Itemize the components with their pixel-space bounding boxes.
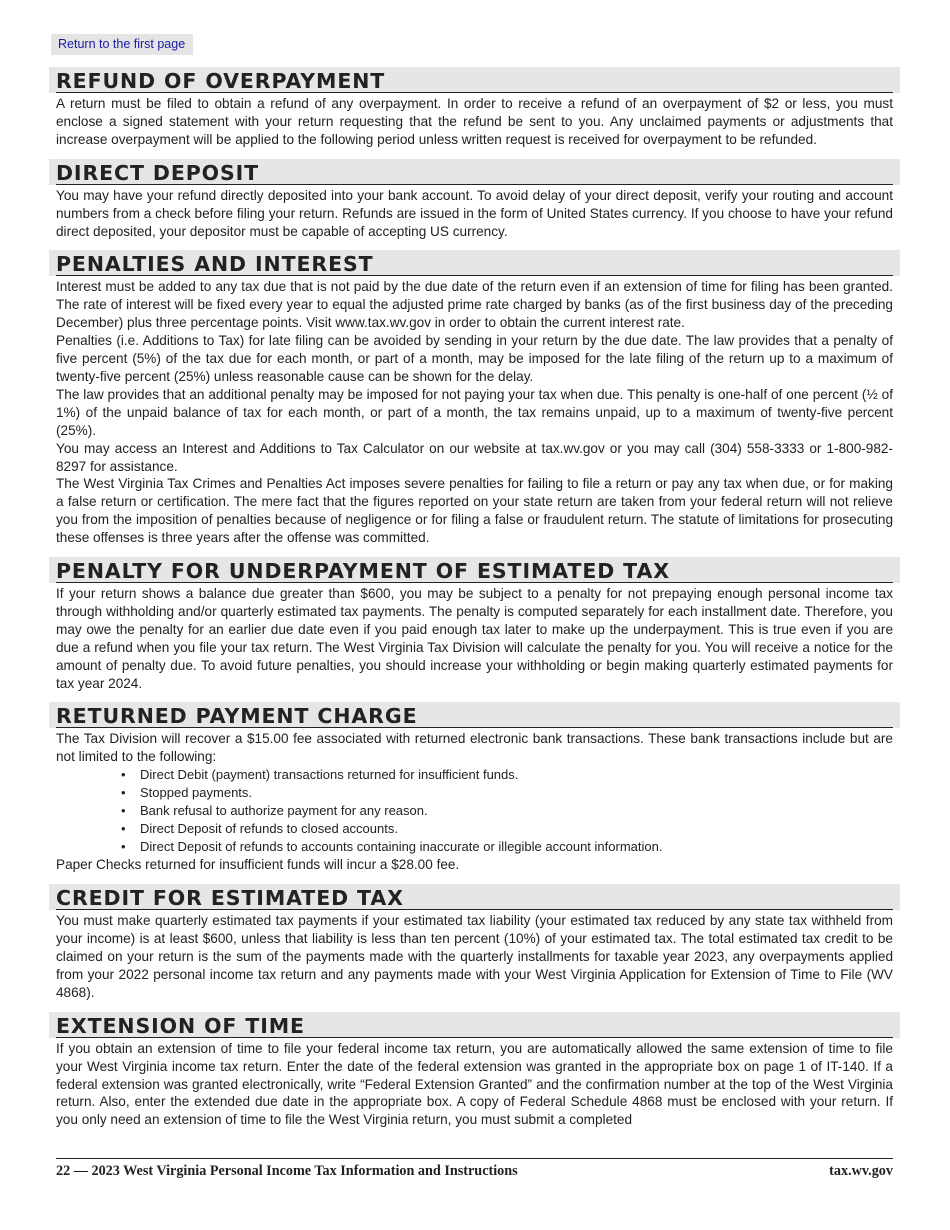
list-item (121, 802, 893, 820)
section-heading: RETURNED PAYMENT CHARGE (56, 705, 893, 728)
section-heading: DIRECT DEPOSIT (56, 162, 893, 185)
page-footer (56, 1158, 893, 1180)
list-item-text: Direct Debit (payment) transactions returned for insufficient funds. (140, 767, 519, 783)
section-heading: PENALTY FOR UNDERPAYMENT OF ESTIMATED TAX (56, 560, 893, 583)
list-item-text: Stopped payments. (140, 785, 253, 801)
section-credit-for-estimated-tax (49, 884, 900, 1002)
list-item-text: Direct Deposit of refunds to accounts containing inaccurate or illegible account information. (140, 839, 663, 855)
section-heading-bar (49, 1012, 900, 1038)
footer-page-title: 22 — 2023 West Virginia Personal Income Tax Information and Instructions (56, 1163, 518, 1179)
section-heading: CREDIT FOR ESTIMATED TAX (56, 887, 893, 910)
list-item (121, 820, 893, 838)
bullet-list (56, 766, 893, 856)
footer-website: tax.wv.gov (829, 1163, 893, 1179)
section-returned-payment-charge (49, 702, 900, 874)
section-penalty-underpayment-estimated-tax (49, 557, 900, 692)
paragraph: If you obtain an extension of time to file your federal income tax return, you are automatically allowed the same extension of time to file your West Virginia income tax return. Enter the date of the federal extension was granted in the appropriate box on page 1 of IT-140. If a federal extension was granted electronically, write “Federal Extension Granted” and the confirmation number at the top of the West Virginia return. Also, enter the extended due date in the appropriate box. A copy of Federal Schedule 4868 must be enclosed with your return. If you only need an extension of time to file the West Virginia return, you must submit a completed (56, 1040, 893, 1128)
section-heading-bar (49, 67, 900, 93)
section-extension-of-time (49, 1012, 900, 1130)
section-heading: EXTENSION OF TIME (56, 1015, 893, 1038)
bullet-glyph: • (121, 785, 126, 801)
bullet-glyph: • (121, 839, 126, 855)
section-refund-of-overpayment (49, 67, 900, 149)
document-body (49, 67, 900, 1139)
list-item-text: Bank refusal to authorize payment for any reason. (140, 803, 428, 819)
bullet-glyph: • (121, 803, 126, 819)
list-item (121, 838, 893, 856)
section-heading-bar (49, 250, 900, 276)
paragraph: A return must be filed to obtain a refund of any overpayment. In order to receive a refund of an overpayment of $2 or less, you must enclose a signed statement with your return requesting that the refund be sent to you. Any unclaimed payments or adjustments that increase overpayment will be applied to the following period unless written request is received for overpayment to be refunded. (56, 96, 893, 147)
section-heading-bar (49, 159, 900, 185)
bullet-glyph: • (121, 767, 126, 783)
paragraph: You must make quarterly estimated tax payments if your estimated tax liability (your estimated tax reduced by any state tax withheld from your income) is at least $600, unless that liability is less than ten percent (10%) of your estimated tax. The total estimated tax credit to be claimed on your return is the sum of the payments made with the quarterly installments for taxable year 2023, any overpayments applied from your 2022 personal income tax return and any payments made with your West Virginia Application for Extension of Time to File (WV 4868). (56, 913, 893, 1000)
return-to-first-page-link[interactable]: Return to the first page (51, 34, 193, 55)
paragraph: The West Virginia Tax Crimes and Penalties Act imposes severe penalties for failing to file a return or pay any tax when due, or for making a false return or certification. The mere fact that the figures reported on your state return are taken from your federal return will not relieve you from the imposition of penalties because of negligence or for filing a false or fraudulent return. The statute of limitations for prosecuting these offenses is three years after the offense was committed. (56, 476, 893, 546)
section-heading: PENALTIES AND INTEREST (56, 253, 893, 276)
section-heading: REFUND OF OVERPAYMENT (56, 70, 893, 93)
paragraph: You may access an Interest and Additions to Tax Calculator on our website at tax.wv.gov or you may call (304) 558-3333 or 1-800-982-8297 for assistance. (56, 440, 893, 474)
section-heading-bar (49, 557, 900, 583)
bullet-glyph: • (121, 821, 126, 837)
list-item-text: Direct Deposit of refunds to closed accounts. (140, 821, 398, 837)
paragraph: If your return shows a balance due greater than $600, you may be subject to a penalty for not prepaying enough personal income tax through withholding and/or quarterly estimated tax payments. The penalty is computed separately for each installment date. Therefore, you may owe the penalty for an earlier due date even if you paid enough tax later to make up the underpayment. This is true even if you are due a refund when you file your tax return. The West Virginia Tax Division will calculate the penalty for you. You will receive a notice for the amount of penalty due. To avoid future penalties, you should increase your withholding or begin making quarterly estimated payments for tax year 2024. (56, 586, 893, 691)
paragraph: You may have your refund directly deposited into your bank account. To avoid delay of your direct deposit, verify your routing and account numbers from a check before filing your return. Refunds are issued in the form of United States currency. If you choose to have your refund direct deposited, your depositor must be capable of accepting US currency. (56, 187, 893, 239)
section-heading-bar (49, 884, 900, 910)
section-penalties-and-interest (49, 250, 900, 547)
paragraph: Paper Checks returned for insufficient funds will incur a $28.00 fee. (56, 857, 460, 873)
list-item (121, 784, 893, 802)
section-heading-bar (49, 702, 900, 728)
paragraph: Penalties (i.e. Additions to Tax) for late filing can be avoided by sending in your return by the due date. The law provides that a penalty of five percent (5%) of the tax due for each month, or part of a month, may be imposed for the late filing of the return up to a maximum of twenty-five percent (25%) unless reasonable cause can be shown for the delay. (56, 333, 893, 384)
section-direct-deposit (49, 159, 900, 241)
paragraph: The Tax Division will recover a $15.00 fee associated with returned electronic bank transactions. These bank transactions include but are not limited to the following: (56, 731, 893, 765)
list-item (121, 766, 893, 784)
paragraph: The law provides that an additional penalty may be imposed for not paying your tax when due. This penalty is one-half of one percent (½ of 1%) of the unpaid balance of tax for each month, or part of a month, the tax remains unpaid, up to a maximum of twenty-five percent (25%). (56, 386, 893, 438)
paragraph: Interest must be added to any tax due that is not paid by the due date of the return even if an extension of time for filing has been granted. The rate of interest will be fixed every year to equal the adjusted prime rate charged by banks (as of the first business day of the preceding December) plus three percentage points. Visit www.tax.wv.gov in order to obtain the current interest rate. (56, 279, 893, 331)
